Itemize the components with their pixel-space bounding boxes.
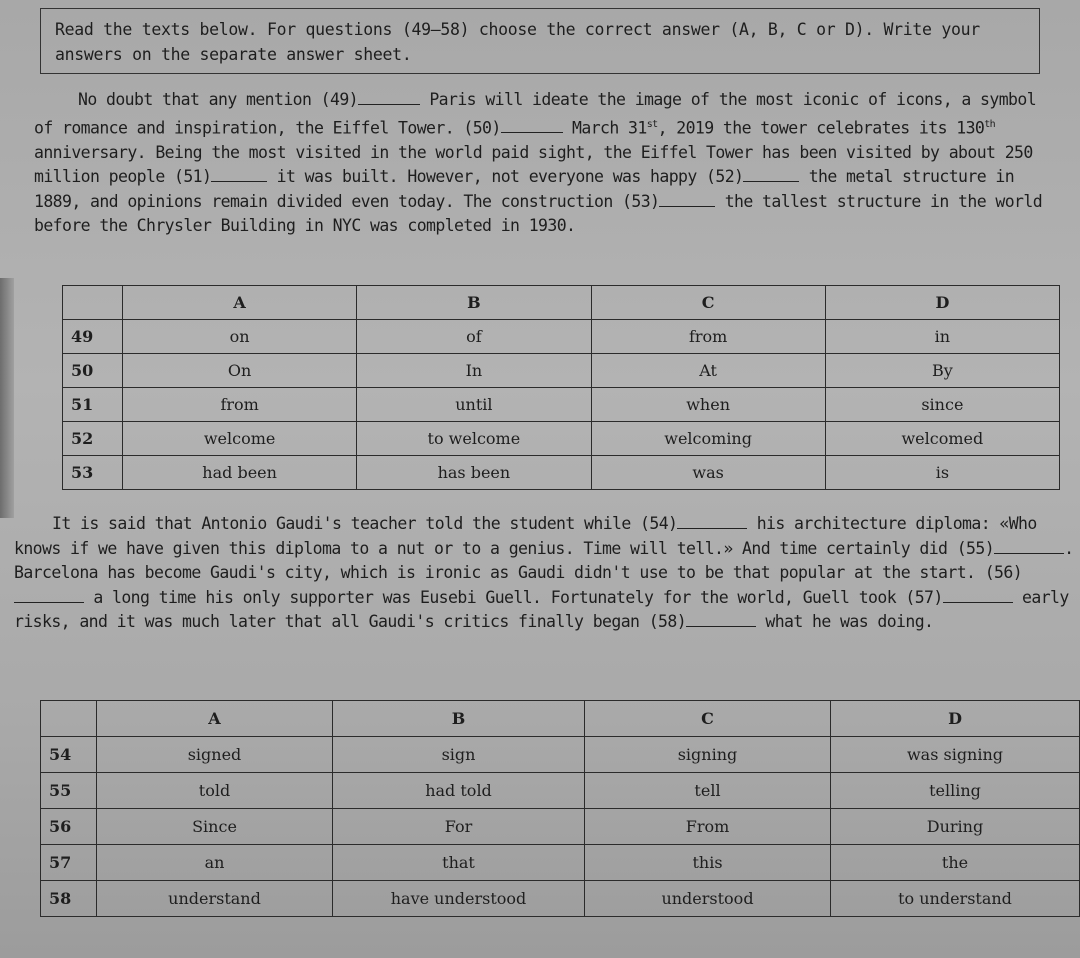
table-row [63,354,1060,388]
option-b: that [333,845,585,881]
text-gaudi [14,512,1074,635]
option-c: from [591,320,825,354]
option-c: was [591,456,825,490]
option-a: told [97,773,333,809]
option-a: welcome [123,422,357,456]
header-b: B [333,701,585,737]
text2-part: a long time his only supporter was Eusebi Guell. Fortunately for the world, Guell took (57) [84,587,943,607]
text1-part: the tallest structure in the world before the Chrysler Building in NYC was completed in 1930. [34,191,1043,235]
text1-part: , 2019 the tower celebrates its 130 [657,118,985,137]
option-b: to welcome [357,422,591,456]
superscript: th [984,118,996,130]
question-number: 50 [63,354,123,388]
option-d: By [825,354,1059,388]
option-a: an [97,845,333,881]
table-row [41,737,1080,773]
text1-part: anniversary. Being the most visited in the world paid sight, the Eiffel Tower has been visited by about 250 million people (51) [34,142,1033,186]
option-c: tell [585,773,831,809]
text2-part: early risks, and it was much later that all Gaudi's critics finally began (58) [14,587,1069,631]
option-d: was signing [831,737,1080,773]
text2-part: . Barcelona has become Gaudi's city, which is ironic as Gaudi didn't use to be that popular at the start. (56) [14,538,1074,582]
question-number: 52 [63,422,123,456]
gap-50 [501,132,563,133]
superscript: st [646,118,658,130]
option-a: on [123,320,357,354]
header-blank [41,701,97,737]
header-blank [63,286,123,320]
option-d: During [831,809,1080,845]
option-a: signed [97,737,333,773]
header-d: D [831,701,1080,737]
table-row [41,845,1080,881]
table-row [63,422,1060,456]
text1-part: the metal structure in 1889, and opinions remain divided even today. The construction (53) [34,167,1015,211]
question-number: 51 [63,388,123,422]
question-number: 49 [63,320,123,354]
question-number: 57 [41,845,97,881]
option-b: have understood [333,881,585,917]
option-a: had been [123,456,357,490]
table-header-row [63,286,1060,320]
instruction-box [40,8,1040,74]
option-d: since [825,388,1059,422]
header-a: A [97,701,333,737]
answer-table-54-58 [40,700,1080,917]
text1-part: it was built. However, not everyone was happy (52) [267,167,744,186]
table-header-row [41,701,1080,737]
header-c: C [591,286,825,320]
option-d: telling [831,773,1080,809]
page-edge-shadow [0,278,14,518]
text1-part: March 31 [562,118,647,137]
option-c: this [585,845,831,881]
option-d: to understand [831,881,1080,917]
question-number: 53 [63,456,123,490]
gap-53 [659,206,715,207]
option-b: until [357,388,591,422]
header-b: B [357,286,591,320]
answer-table-49-53 [62,285,1060,490]
gap-49 [358,104,420,105]
text2-part: what he was doing. [756,612,934,631]
option-c: At [591,354,825,388]
header-d: D [825,286,1059,320]
gap-57 [943,602,1013,603]
table-row [41,809,1080,845]
question-number: 54 [41,737,97,773]
option-d: is [825,456,1059,490]
text1-part: No doubt that any mention (49) [78,90,359,109]
option-b: sign [333,737,585,773]
option-d: in [825,320,1059,354]
gap-54 [677,528,747,529]
text2-part: his architecture diploma: «Who knows if we have given this diploma to a nut or to a genius. Time will tell.» And time certainly did (55) [14,514,1037,558]
option-a: from [123,388,357,422]
text1-part: Paris will ideate the image of the most iconic of icons, a symbol of romance and inspiration, the Eiffel Tower. (50) [34,90,1037,137]
gap-51 [211,181,267,182]
option-c: welcoming [591,422,825,456]
option-c: understood [585,881,831,917]
header-a: A [123,286,357,320]
option-d: welcomed [825,422,1059,456]
option-b: has been [357,456,591,490]
question-number: 55 [41,773,97,809]
option-b: had told [333,773,585,809]
header-c: C [585,701,831,737]
option-c: when [591,388,825,422]
gap-52 [743,181,799,182]
table-row [63,388,1060,422]
question-number: 58 [41,881,97,917]
table-row [63,456,1060,490]
option-b: For [333,809,585,845]
option-d: the [831,845,1080,881]
option-c: signing [585,737,831,773]
option-a: understand [97,881,333,917]
option-a: Since [97,809,333,845]
option-b: of [357,320,591,354]
table-row [41,881,1080,917]
option-c: From [585,809,831,845]
question-number: 56 [41,809,97,845]
instruction-text: Read the texts below. For questions (49—58) choose the correct answer (A, B, C or D). Write your answers on the separate answer sheet. [55,20,980,64]
gap-58 [686,626,756,627]
option-b: In [357,354,591,388]
option-a: On [123,354,357,388]
gap-55 [994,553,1064,554]
text-eiffel-tower [34,88,1054,239]
table-row [63,320,1060,354]
gap-56 [14,602,84,603]
table-row [41,773,1080,809]
text2-part: It is said that Antonio Gaudi's teacher told the student while (54) [52,514,678,533]
